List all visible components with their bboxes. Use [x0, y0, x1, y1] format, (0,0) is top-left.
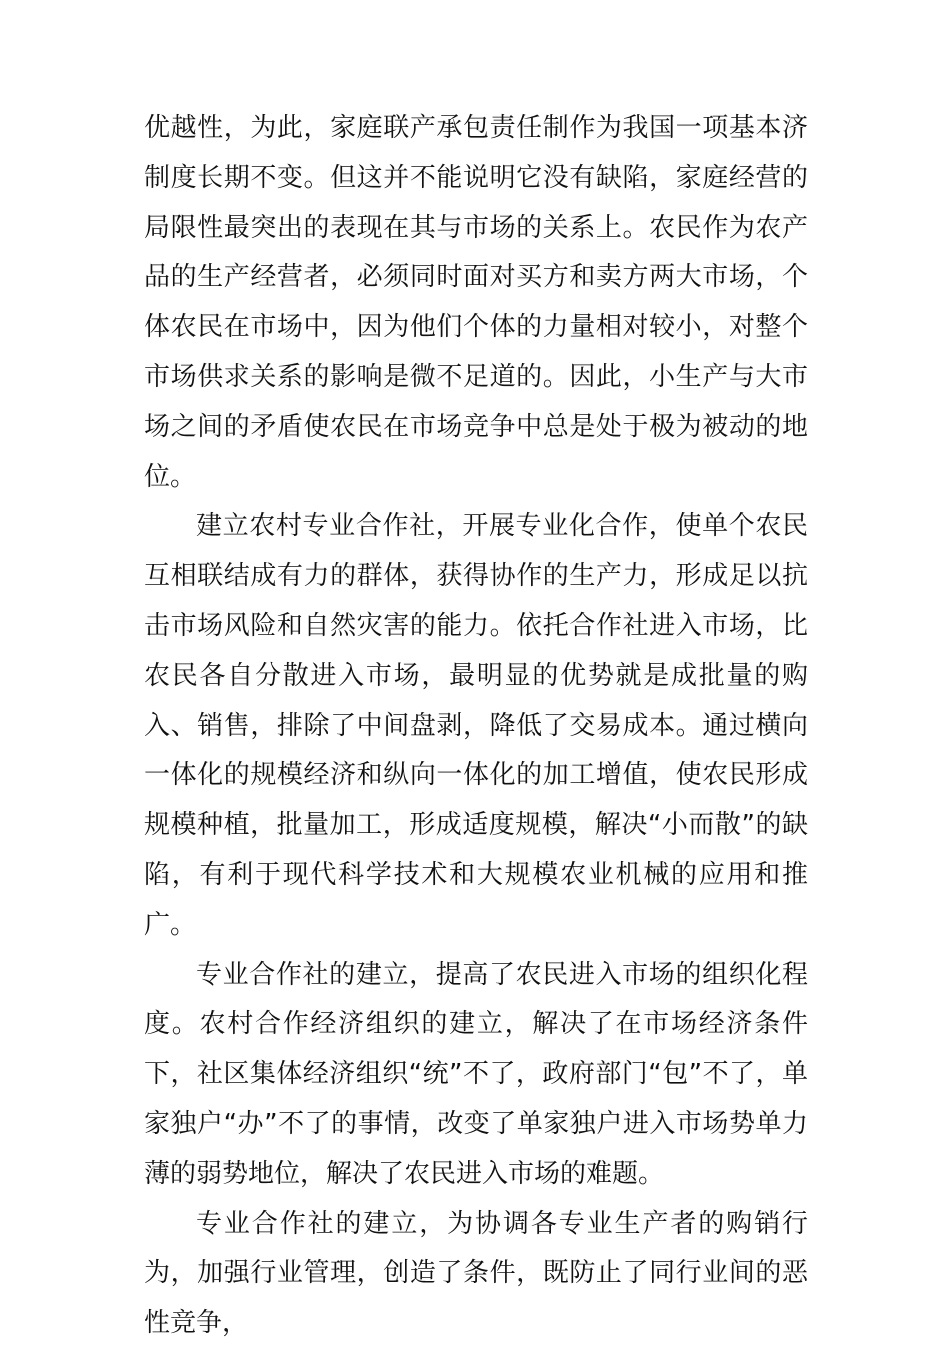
paragraph-organization-level: 专业合作社的建立，提高了农民进入市场的组织化程度。农村合作经济组织的建立，解决了在市场经济条件下，社区集体经济组织“统”不了，政府部门“包”不了，单家独户“办”不了的事情，改变了单家独户进入市场势单力薄的弱势地位，解决了农民进入市场的难题。 [144, 959, 808, 1189]
document-body [144, 104, 808, 1349]
paragraph-cooperative-benefits: 建立农村专业合作社，开展专业化合作，使单个农民互相联结成有力的群体，获得协作的生产力，形成足以抗击市场风险和自然灾害的能力。依托合作社进入市场，比农民各自分散进入市场，最明显的优势就是成批量的购入、销售，排除了中间盘剥，降低了交易成本。通过横向一体化的规模经济和纵向一体化的加工增值，使农民形成规模种植，批量加工，形成适度规模，解决“小而散”的缺陷，有利于现代科学技术和大规模农业机械的应用和推广。 [144, 511, 808, 940]
paragraph-continued: 优越性，为此，家庭联产承包责任制作为我国一项基本济制度长期不变。但这并不能说明它没有缺陷，家庭经营的局限性最突出的表现在其与市场的关系上。农民作为农产品的生产经营者，必须同时面对买方和卖方两大市场，个体农民在市场中，因为他们个体的力量相对较小，对整个市场供求关系的影响是微不足道的。因此，小生产与大市场之间的矛盾使农民在市场竞争中总是处于极为被动的地位。 [144, 113, 808, 492]
paragraph-industry-management: 专业合作社的建立，为协调各专业生产者的购销行为，加强行业管理，创造了条件，既防止了同行业间的恶性竞争， [144, 1208, 808, 1339]
